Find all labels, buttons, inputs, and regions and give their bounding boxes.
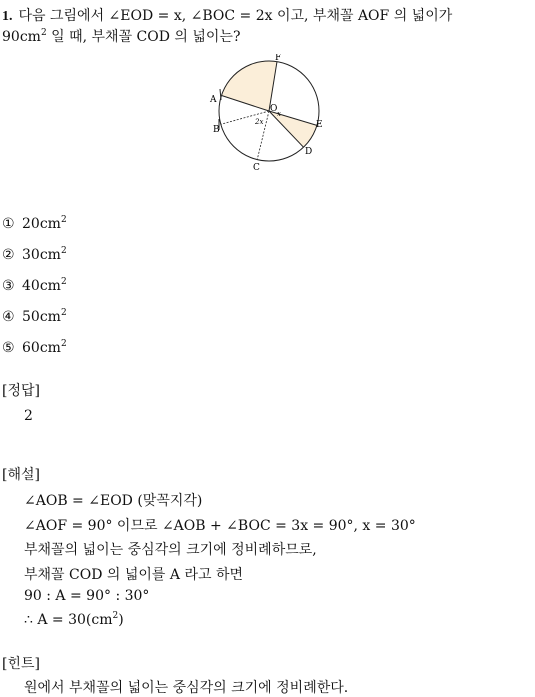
label-e: E: [316, 120, 323, 130]
label-b: B: [213, 125, 220, 135]
solution-line: 부채꼴 COD 의 넓이를 A 라고 하면: [24, 567, 243, 583]
choice-4[interactable]: ④ $50cm^2$: [2, 308, 67, 325]
choice-number: ①: [2, 216, 15, 232]
label-c: C: [253, 163, 260, 173]
choice-5[interactable]: ⑤ $60cm^2$: [2, 339, 67, 356]
choice-number: ②: [2, 247, 15, 263]
solution-header: [해설]: [2, 467, 40, 483]
question-number: 1.: [2, 9, 13, 24]
solution-line: 부채꼴의 넓이는 중심각의 크기에 정비례하므로,: [24, 542, 317, 558]
choice-number: ④: [2, 309, 15, 325]
label-f: F: [275, 54, 282, 63]
solution-line: ∠AOF = 90° 이므로 ∠AOB + ∠BOC = 3x = 90°, x = 30°: [24, 518, 416, 534]
sector-aof: [222, 61, 277, 111]
label-o: O: [270, 104, 278, 114]
angle-label-x: x: [277, 110, 281, 118]
choice-1[interactable]: ① $20cm^2$: [2, 215, 67, 232]
solution-line: 90 : A = 90° : 30°: [24, 588, 150, 604]
hint-header: [힌트]: [2, 656, 40, 672]
label-a: A: [210, 95, 217, 105]
answer-value: 2: [24, 408, 33, 424]
label-d: D: [305, 147, 313, 157]
solution-line: ∠AOB = ∠EOD (맞꼭지각): [24, 493, 203, 509]
choice-3[interactable]: ③ $40cm^2$: [2, 277, 67, 294]
solution-conclusion: ∴ $A = 30(cm^2)$: [24, 611, 124, 628]
choice-number: ③: [2, 278, 15, 294]
angle-label-2x: 2x: [255, 118, 264, 126]
choice-number: ⑤: [2, 340, 15, 356]
circle-sector-figure: [205, 54, 335, 174]
choice-2[interactable]: ② $30cm^2$: [2, 246, 67, 263]
question-line-1: [2, 5, 452, 25]
hint-text: 원에서 부채꼴의 넓이는 중심각의 크기에 정비례한다.: [24, 680, 349, 696]
answer-header: [정답]: [2, 383, 40, 399]
question-text-1: 다음 그림에서 ∠EOD = x, ∠BOC = 2x 이고, 부채꼴 AOF 의 넓이가: [18, 8, 453, 24]
question-line-2: $90cm^2$ 일 때, 부채꼴 COD 의 넓이는?: [2, 28, 241, 45]
